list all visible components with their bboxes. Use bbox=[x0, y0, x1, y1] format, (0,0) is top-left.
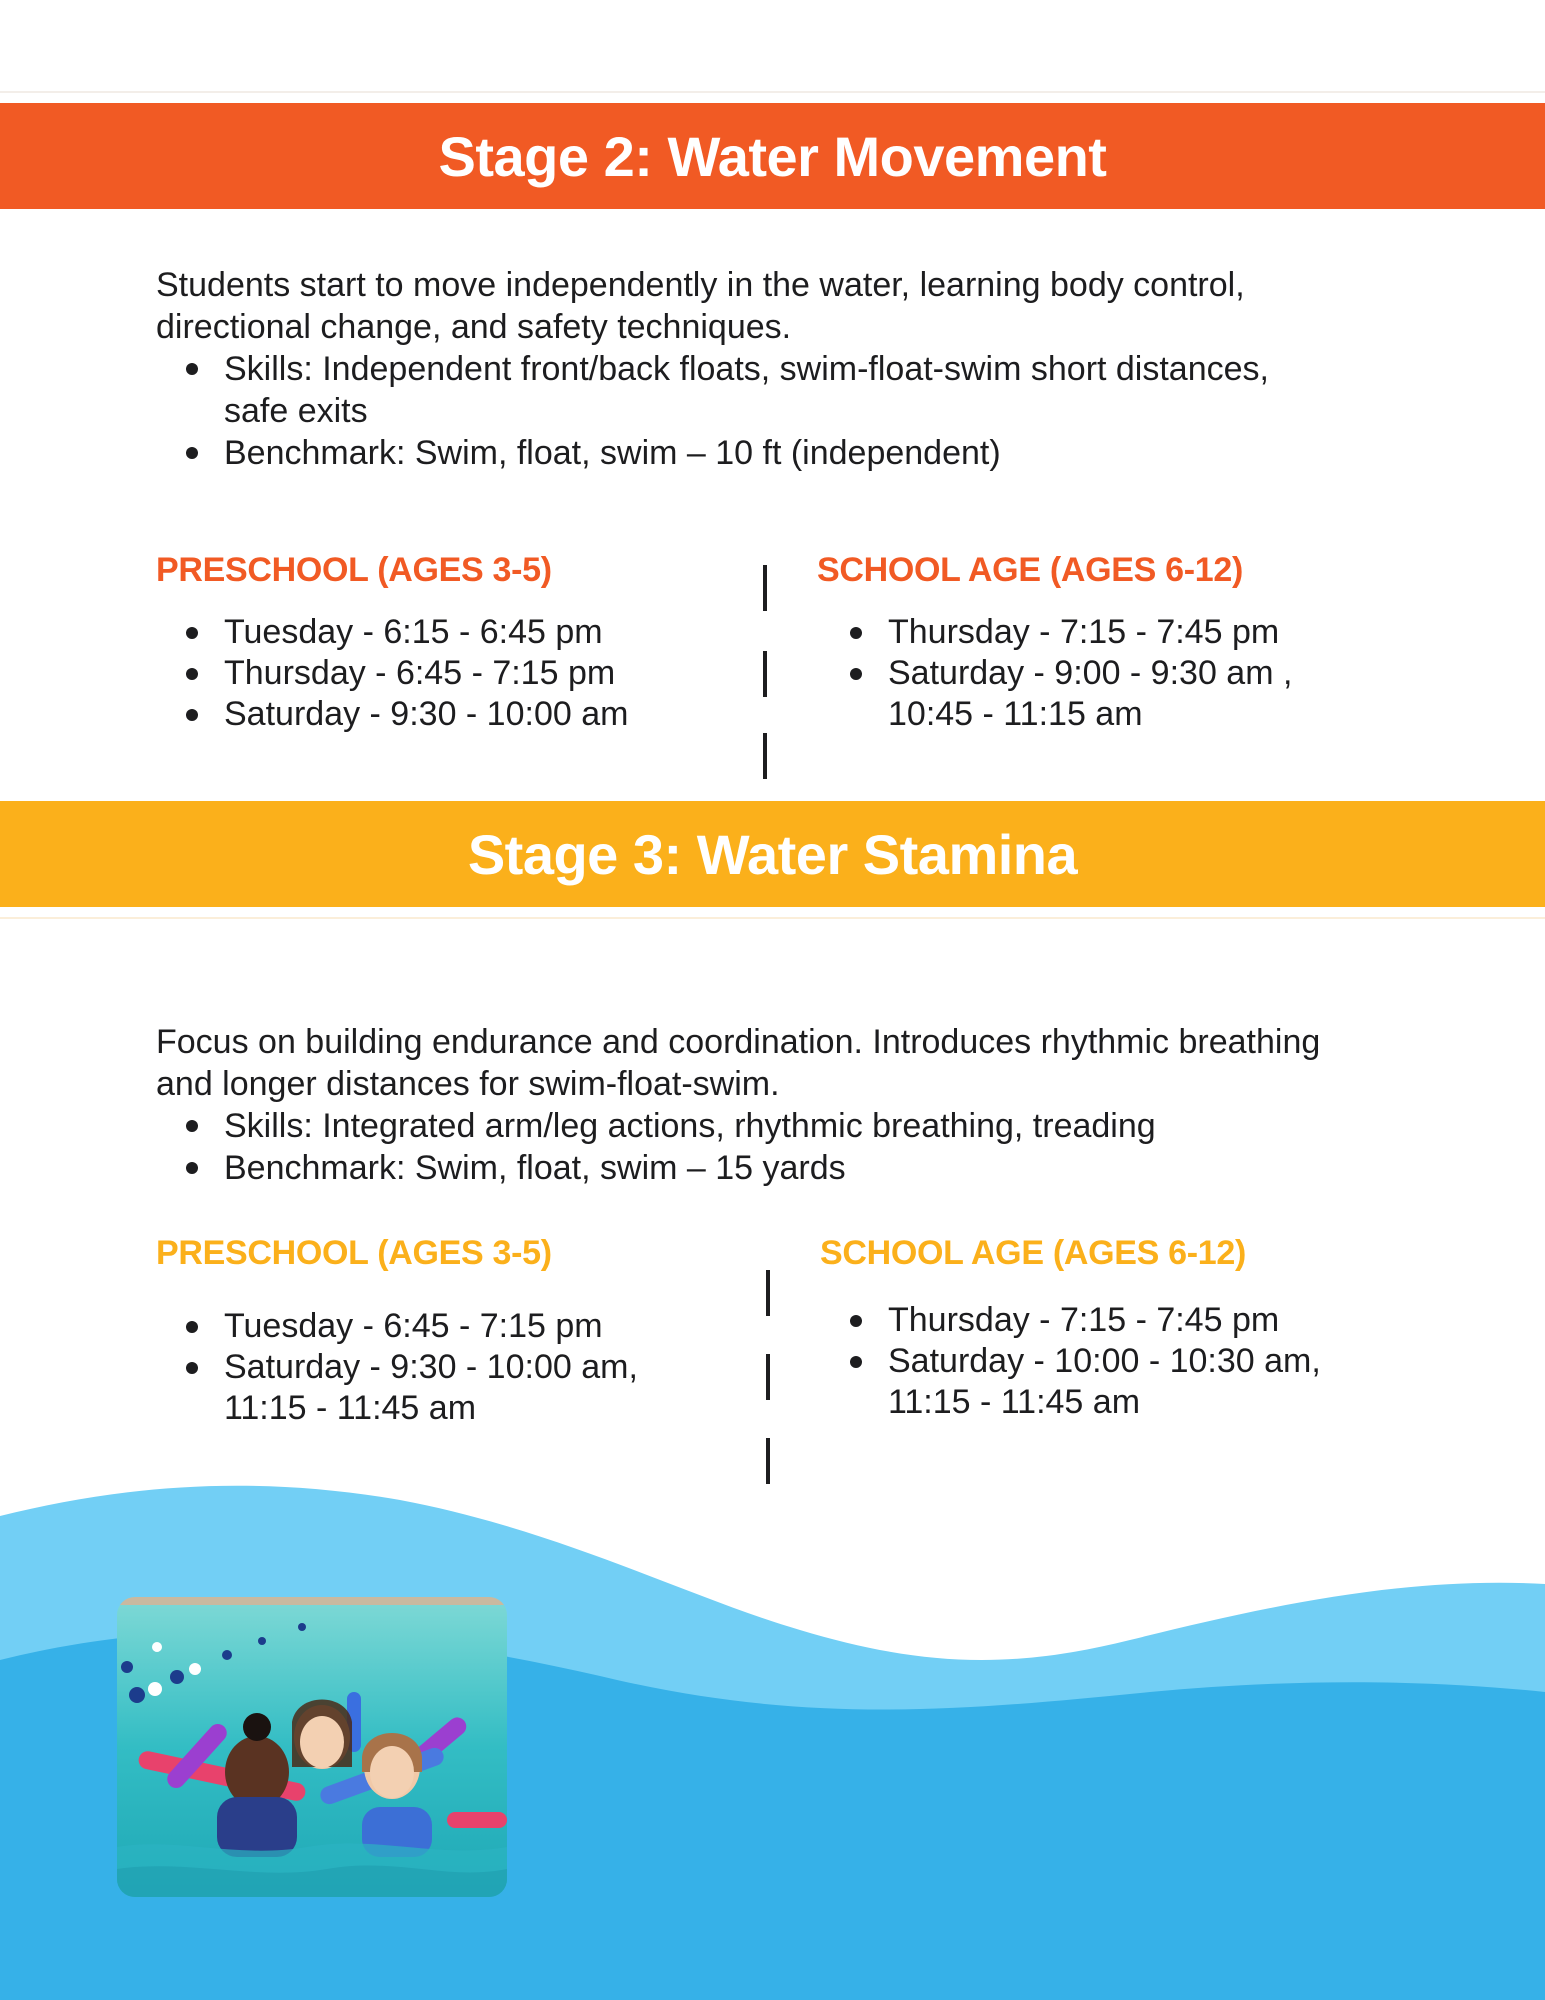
stage3-school-age-heading: SCHOOL AGE (AGES 6-12) bbox=[820, 1234, 1247, 1272]
list-item: Tuesday - 6:15 - 6:45 pm bbox=[156, 612, 716, 653]
stage2-bullet-list bbox=[156, 348, 1336, 474]
stage2-school-age-list bbox=[820, 612, 1380, 735]
stage2-school-age-heading: SCHOOL AGE (AGES 6-12) bbox=[817, 551, 1244, 589]
stage3-banner bbox=[0, 801, 1545, 907]
stage3-bullet-list bbox=[156, 1105, 1336, 1189]
list-item: Tuesday - 6:45 - 7:15 pm bbox=[156, 1306, 716, 1347]
swim-lesson-photo bbox=[117, 1597, 507, 1897]
list-item: Saturday - 9:30 - 10:00 am, 11:15 - 11:45 am bbox=[156, 1347, 716, 1429]
stage3-preschool-heading: PRESCHOOL (AGES 3-5) bbox=[156, 1234, 552, 1272]
stage2-bullet-benchmark: Benchmark: Swim, float, swim – 10 ft (independent) bbox=[156, 432, 1336, 474]
stage2-intro-line1: Students start to move independently in the water, learning body control, bbox=[156, 266, 1245, 304]
list-item: Saturday - 9:30 - 10:00 am bbox=[156, 694, 716, 735]
stage3-bullet-skills: Skills: Integrated arm/leg actions, rhythmic breathing, treading bbox=[156, 1105, 1336, 1147]
stage2-intro-line2: directional change, and safety techniques. bbox=[156, 308, 792, 346]
stage2-bullet-skills: Skills: Independent front/back floats, swim-float-swim short distances, safe exits bbox=[156, 348, 1336, 432]
list-item: Thursday - 6:45 - 7:15 pm bbox=[156, 653, 716, 694]
column-divider-dash bbox=[763, 565, 767, 611]
list-item: Saturday - 10:00 - 10:30 am, 11:15 - 11:45 am bbox=[820, 1341, 1380, 1423]
stage3-preschool-list bbox=[156, 1306, 716, 1429]
column-divider-dash bbox=[766, 1270, 770, 1316]
stage2-title: Stage 2: Water Movement bbox=[438, 124, 1107, 188]
stage3-school-age-list bbox=[820, 1300, 1380, 1423]
top-divider bbox=[0, 91, 1545, 93]
list-item: Thursday - 7:15 - 7:45 pm bbox=[820, 1300, 1380, 1341]
column-divider-dash bbox=[763, 733, 767, 779]
stage2-preschool-list bbox=[156, 612, 716, 735]
column-divider-dash bbox=[763, 651, 767, 697]
list-item: Saturday - 9:00 - 9:30 am , 10:45 - 11:15 am bbox=[820, 653, 1380, 735]
stage3-divider bbox=[0, 917, 1545, 919]
stage3-bullet-benchmark: Benchmark: Swim, float, swim – 15 yards bbox=[156, 1147, 1336, 1189]
stage2-banner bbox=[0, 103, 1545, 209]
column-divider-dash bbox=[766, 1354, 770, 1400]
swimmer-middle bbox=[292, 1700, 352, 1770]
list-item: Thursday - 7:15 - 7:45 pm bbox=[820, 612, 1380, 653]
stage2-intro bbox=[156, 264, 1446, 474]
stage3-intro-line1: Focus on building endurance and coordination. Introduces rhythmic breathing bbox=[156, 1023, 1321, 1061]
photo-illustration bbox=[117, 1597, 507, 1897]
stage2-preschool-heading: PRESCHOOL (AGES 3-5) bbox=[156, 551, 552, 589]
column-divider-dash bbox=[766, 1438, 770, 1484]
stage3-intro-line2: and longer distances for swim-float-swim. bbox=[156, 1065, 780, 1103]
stage3-title: Stage 3: Water Stamina bbox=[467, 822, 1078, 886]
stage3-intro bbox=[156, 1021, 1446, 1189]
